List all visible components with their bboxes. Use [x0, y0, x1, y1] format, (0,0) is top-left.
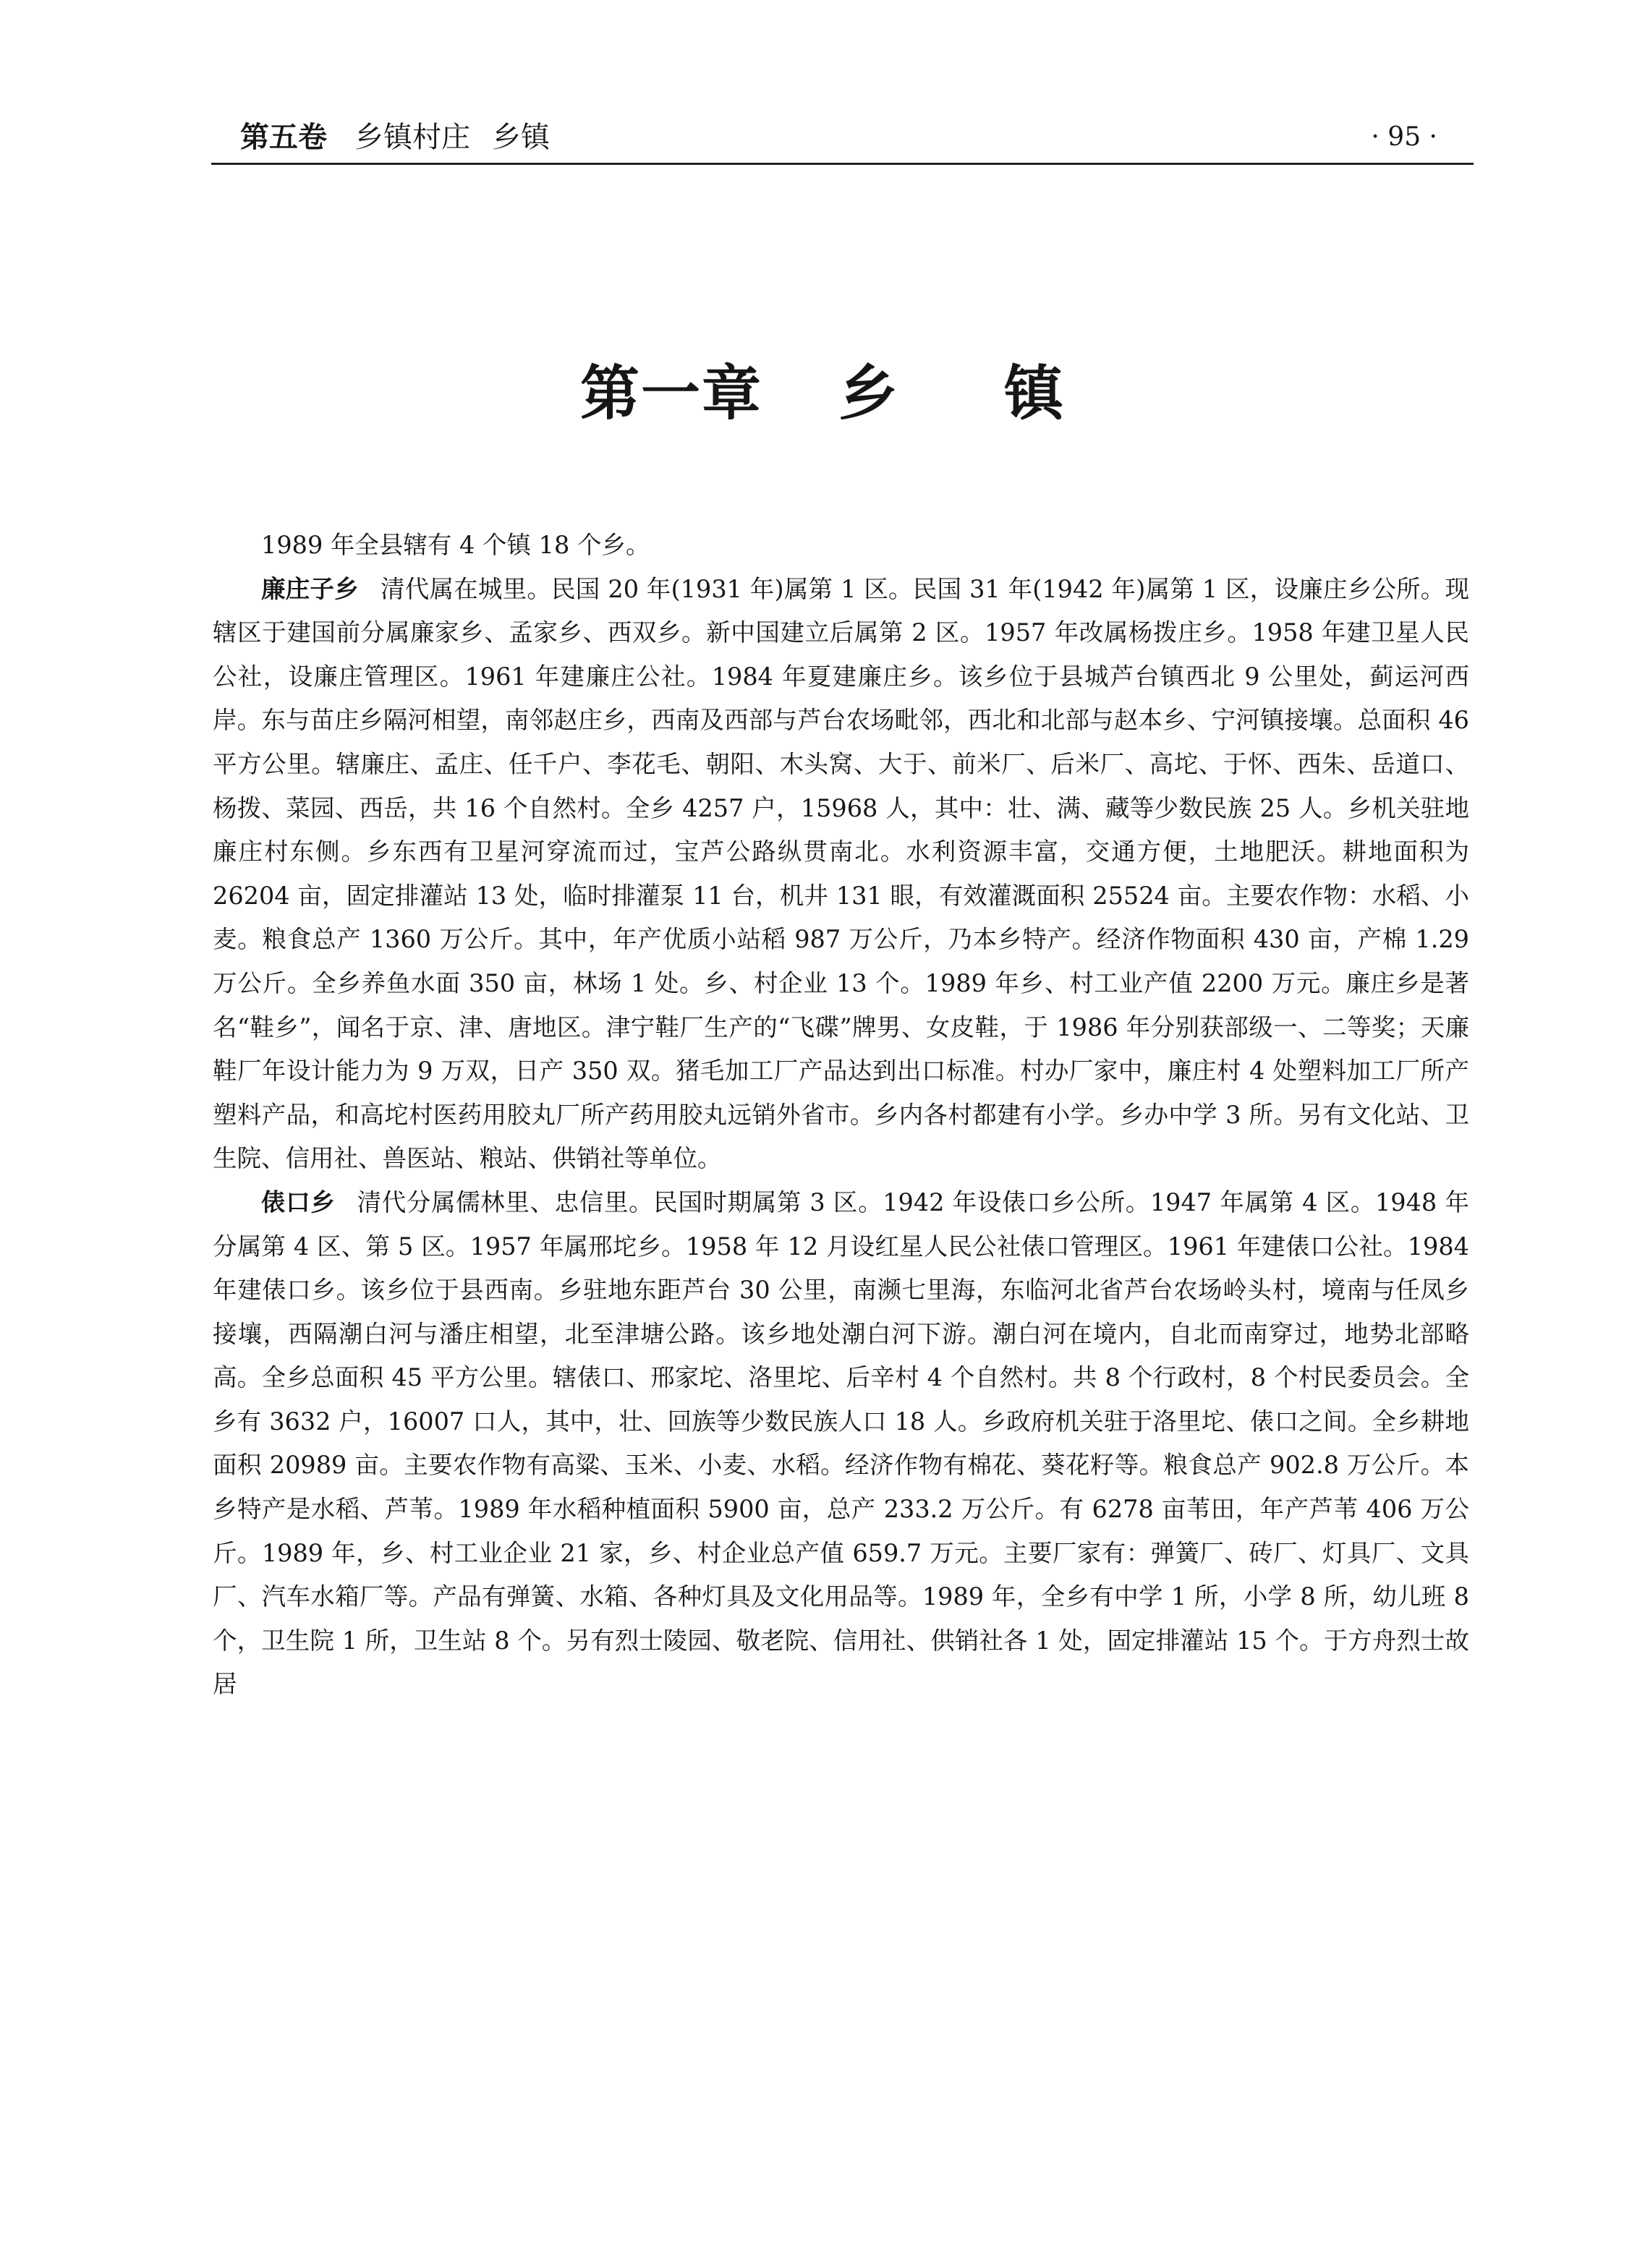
header-subsection: 乡镇 [492, 121, 550, 154]
chapter-title-char-1: 乡 [838, 359, 899, 428]
intro-paragraph: 1989 年全县辖有 4 个镇 18 个乡。 [261, 531, 650, 559]
baikou-paragraph [213, 1181, 1469, 1707]
entry-text-baikou: 清代分属儒林里、忠信里。民国时期属第 3 区。1942 年设俵口乡公所。1947 年属第 4 区。1948 年分属第 4 区、第 5 区。1957 年属邢坨乡。1958 年 12 月设红星人民公社俵口管理区。1961 年建俵口公社。1984 年建俵口乡。该乡位于县西南。乡驻地东距芦台 30 公里，南濒七里海，东临河北省芦台农场岭头村，境南与任凤乡接壤，西隔潮白河与潘庄相望，北至津塘公路。该乡地处潮白河下游。潮白河在境内，自北而南穿过，地势北部略高。全乡总面积 45 平方公里。辖俵口、邢家坨、洛里坨、后辛村 4 个自然村。共 8 个行政村，8 个村民委员会。全乡有 3632 户，16007 口人，其中，壮、回族等少数民族人口 18 人。乡政府机关驻于洛里坨、俵口之间。全乡耕地面积 20989 亩。主要农作物有高粱、玉米、小麦、水稻。经济作物有棉花、葵花籽等。粮食总产 902.8 万公斤。本乡特产是水稻、芦苇。1989 年水稻种植面积 5900 亩，总产 233.2 万公斤。有 6278 亩苇田，年产芦苇 406 万公斤。1989 年，乡、村工业企业 21 家，乡、村企业总产值 659.7 万元。主要厂家有：弹簧厂、砖厂、灯具厂、文具厂、汽车水箱厂等。产品有弹簧、水箱、各种灯具及文化用品等。1989 年，全乡有中学 1 所，小学 8 所，幼儿班 8 个，卫生院 1 所，卫生站 8 个。另有烈士陵园、敬老院、信用社、供销社各 1 处，固定排灌站 15 个。于方舟烈士故居 [213, 1188, 1470, 1699]
header-rule [211, 163, 1474, 165]
header-section: 乡镇村庄 [354, 121, 470, 154]
entry-text-lianzhuangzi: 清代属在城里。民国 20 年(1931 年)属第 1 区。民国 31 年(1942 年)属第 1 区，设廉庄乡公所。现辖区于建国前分属廉家乡、孟家乡、西双乡。新中国建立后属第 2 区。1957 年改属杨拨庄乡。1958 年建卫星人民公社，设廉庄管理区。1961 年建廉庄公社。1984 年夏建廉庄乡。该乡位于县城芦台镇西北 9 公里处，蓟运河西岸。东与苗庄乡隔河相望，南邻赵庄乡，西南及西部与芦台农场毗邻，西北和北部与赵本乡、宁河镇接壤。总面积 46 平方公里。辖廉庄、孟庄、任千户、李花毛、朝阳、木头窝、大于、前米厂、后米厂、高坨、于怀、西朱、岳道口、杨拨、菜园、西岳，共 16 个自然村。全乡 4257 户，15968 人，其中：壮、满、藏等少数民族 25 人。乡机关驻地廉庄村东侧。乡东西有卫星河穿流而过，宝芦公路纵贯南北。水利资源丰富，交通方便，土地肥沃。耕地面积为 26204 亩，固定排灌站 13 处，临时排灌泵 11 台，机井 131 眼，有效灌溉面积 25524 亩。主要农作物：水稻、小麦。粮食总产 1360 万公斤。其中，年产优质小站稻 987 万公斤，乃本乡特产。经济作物面积 430 亩，产棉 1.29 万公斤。全乡养鱼水面 350 亩，林场 1 处。乡、村企业 13 个。1989 年乡、村工业产值 2200 万元。廉庄乡是著名“鞋乡”，闻名于京、津、唐地区。津宁鞋厂生产的“飞碟”牌男、女皮鞋，于 1986 年分别获部级一、二等奖；天廉鞋厂年设计能力为 9 万双，日产 350 双。猪毛加工厂产品达到出口标准。村办厂家中，廉庄村 4 处塑料加工厂所产塑料产品，和高坨村医药用胶丸厂所产药用胶丸远销外省市。乡内各村都建有小学。乡办中学 3 所。另有文化站、卫生院、信用社、兽医站、粮站、供销社等单位。 [213, 574, 1470, 1173]
chapter-title [0, 351, 1645, 438]
header-breadcrumb [240, 116, 550, 159]
running-header [211, 116, 1474, 165]
lianzhuangzi-paragraph [213, 568, 1469, 1181]
chapter-number: 第一章 [579, 359, 762, 428]
page-number: · 95 · [1371, 122, 1437, 152]
header-volume: 第五卷 [240, 121, 327, 154]
chapter-title-char-2: 镇 [1004, 359, 1066, 428]
entry-term-lianzhuangzi: 廉庄子乡 [261, 574, 359, 603]
entry-term-baikou: 俵口乡 [261, 1188, 336, 1216]
body-text [213, 524, 1469, 1707]
